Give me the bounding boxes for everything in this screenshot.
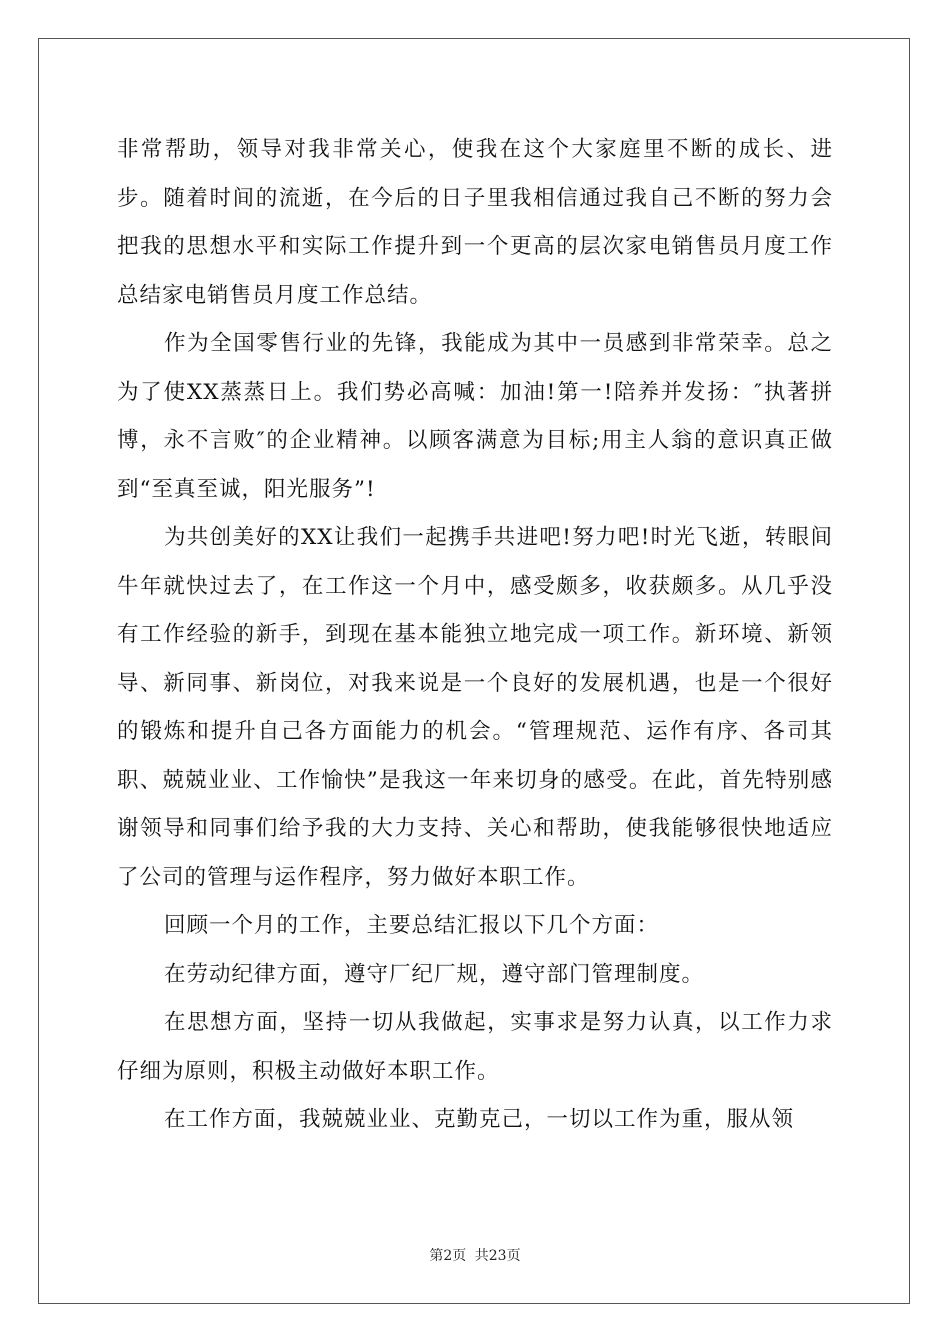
paragraph: 非常帮助，领导对我非常关心，使我在这个大家庭里不断的成长、进步。随着时间的流逝，在今后的日子里我相信通过我自己不断的努力会把我的思想水平和实际工作提升到一个更高的层次家电销售员月度工作总结家电销售员月度工作总结。 — [117, 137, 833, 308]
paragraph: 在思想方面，坚持一切从我做起，实事求是努力认真，以工作力求仔细为原则，积极主动做好本职工作。 — [117, 1010, 833, 1084]
paragraph: 在工作方面，我兢兢业业、克勤克己，一切以工作为重，服从领 — [164, 1107, 795, 1132]
page-number-footer — [0, 1245, 950, 1265]
paragraph: 回顾一个月的工作，主要总结汇报以下几个方面： — [164, 913, 660, 938]
paragraph: 在劳动纪律方面，遵守厂纪厂规，遵守部门管理制度。 — [164, 961, 705, 987]
paragraph: 作为全国零售行业的先锋，我能成为其中一员感到非常荣幸。总之为了使XX蒸蒸日上。我们势必高喊：加油!第一!陪养并发扬：″执著拼博，永不言败″的企业精神。以顾客满意为目标;用主人翁的意识真正做到“至真至诚，阳光服务”! — [117, 331, 833, 502]
total-pages-label: 共23页 — [474, 1248, 521, 1264]
document-body — [117, 126, 833, 1145]
paragraph: 为共创美好的XX让我们一起携手共进吧!努力吧!时光飞逝，转眼间牛年就快过去了，在工作这一个月中，感受颇多，收获颇多。从几乎没有工作经验的新手，到现在基本能独立地完成一项工作。新环境、新领导、新同事、新岗位，对我来说是一个良好的发展机遇，也是一个很好的锻炼和提升自己各方面能力的机会。“管理规范、运作有序、各司其职、兢兢业业、工作愉快”是我这一年来切身的感受。在此，首先特别感谢领导和同事们给予我的大力支持、关心和帮助，使我能够很快地适应了公司的管理与运作程序，努力做好本职工作。 — [117, 525, 833, 890]
page-label: 第2页 — [429, 1248, 467, 1264]
